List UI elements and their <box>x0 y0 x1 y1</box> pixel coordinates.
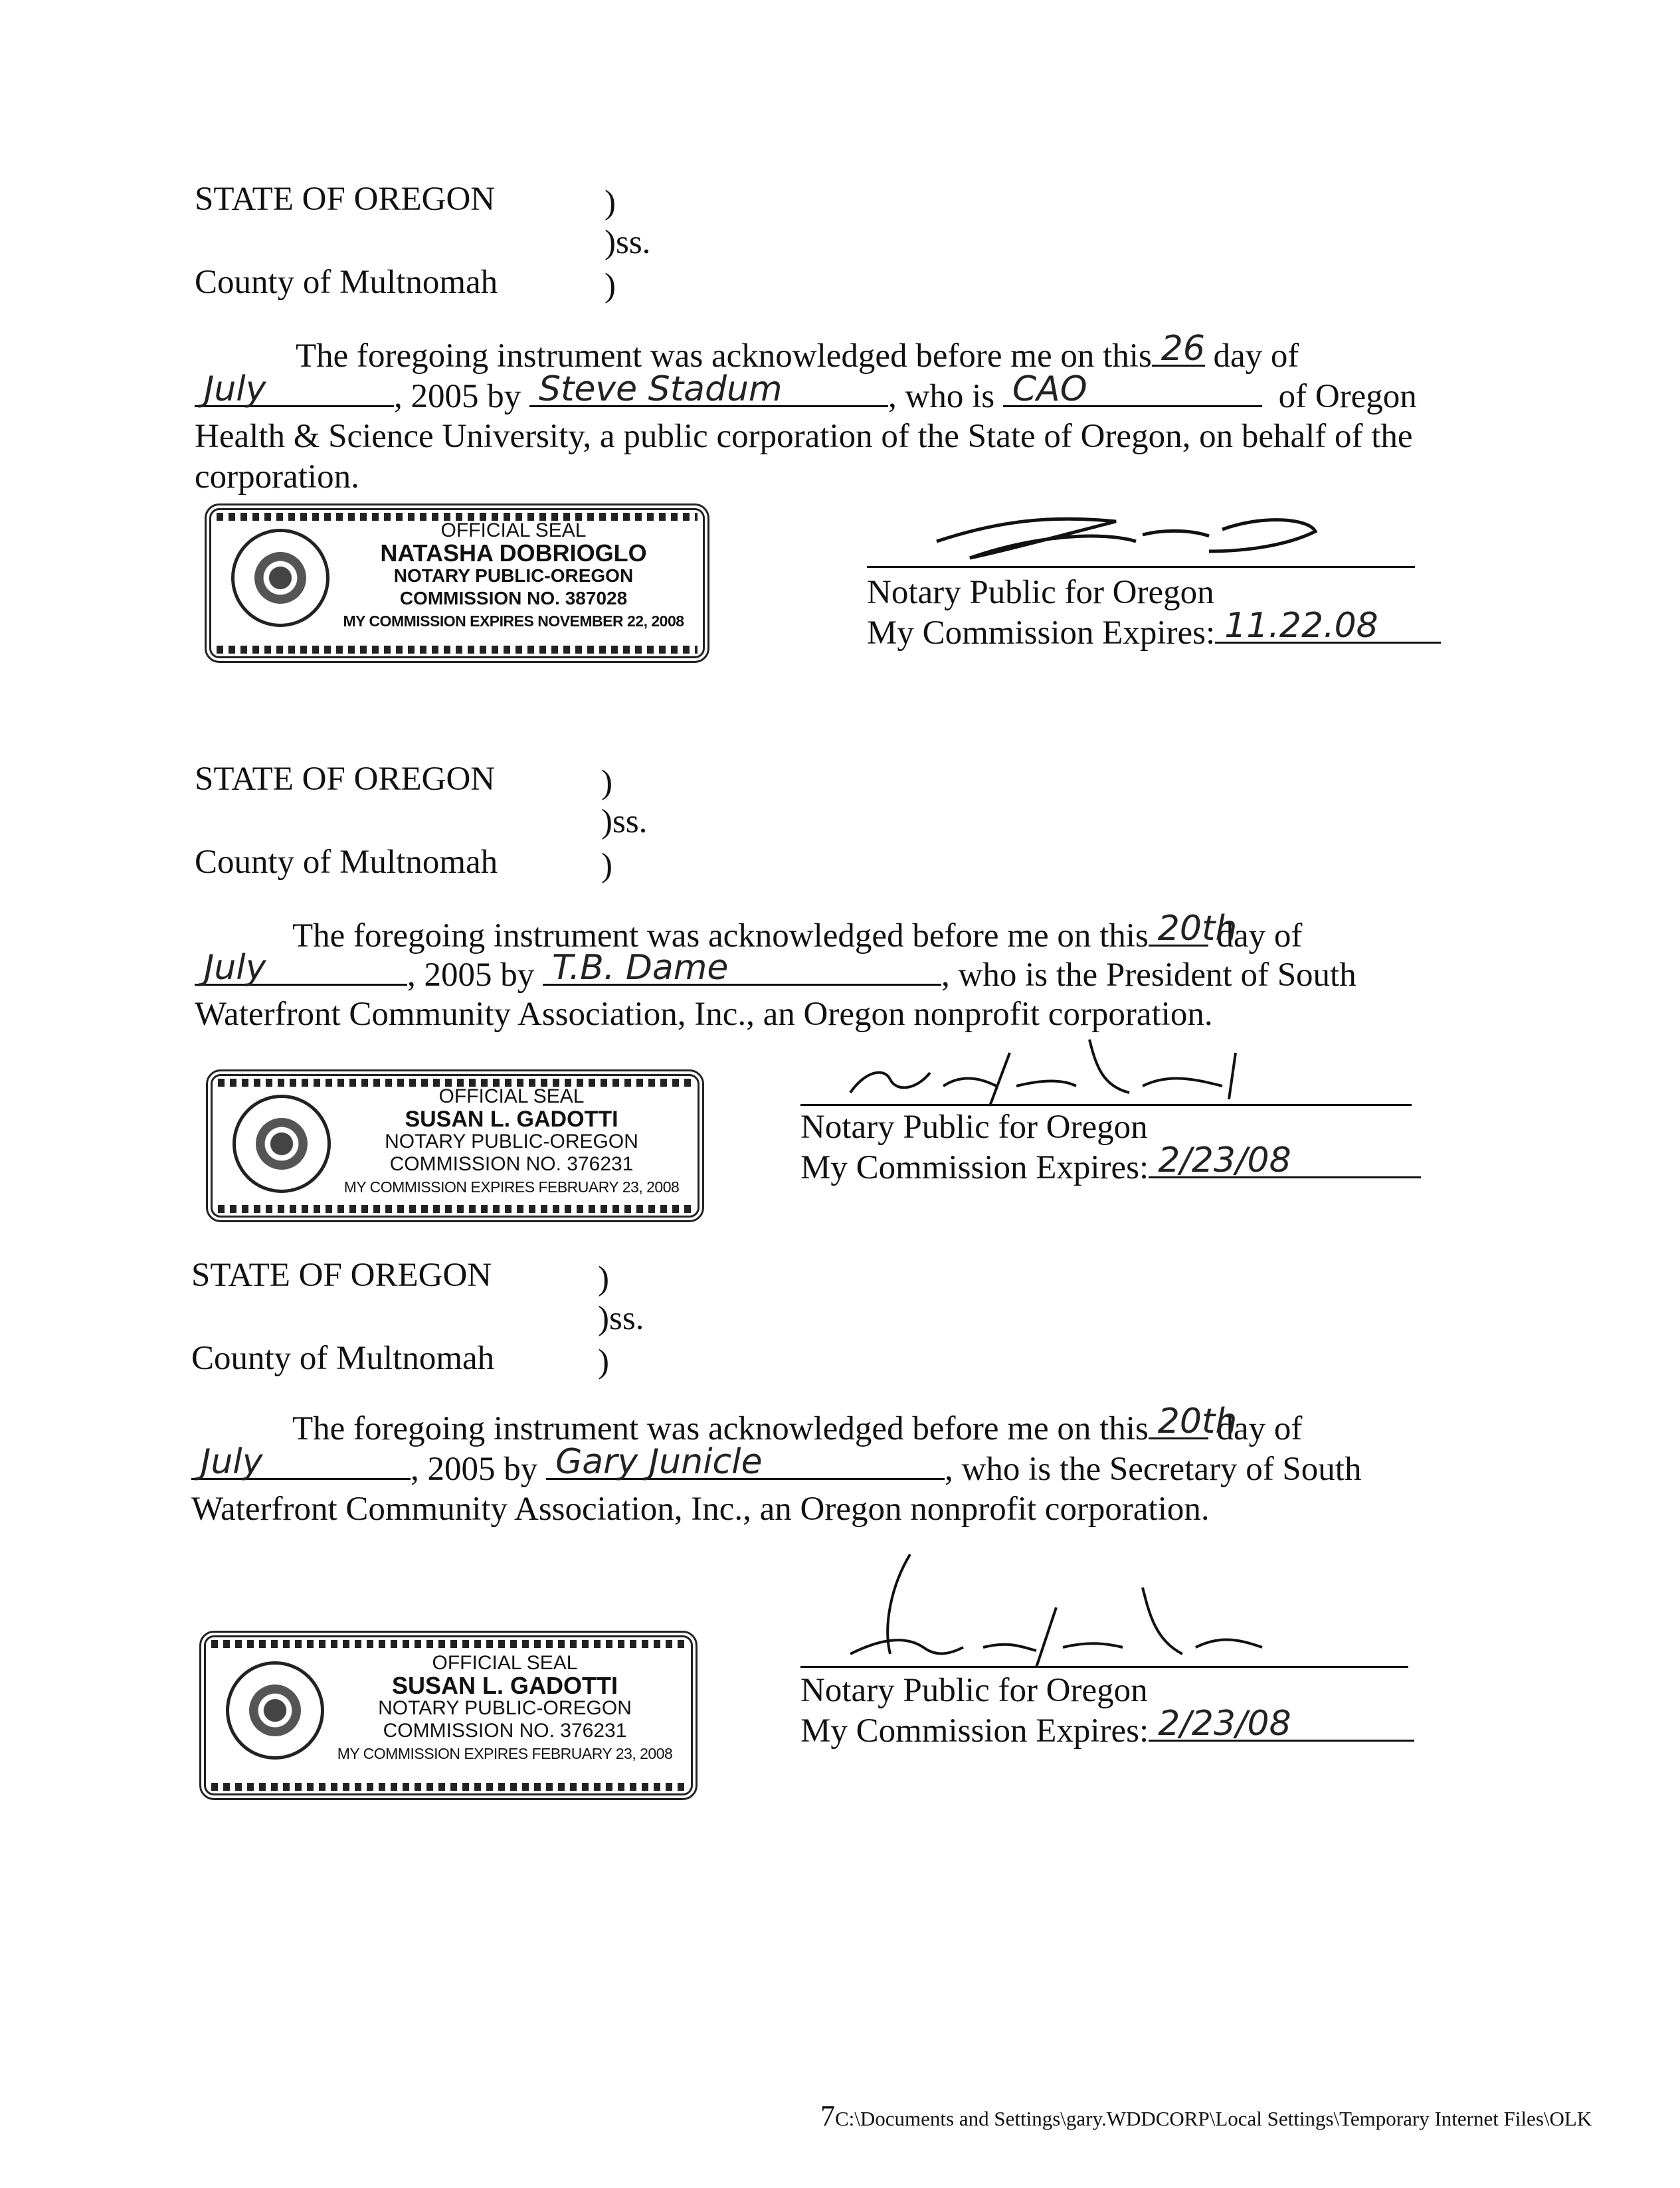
year-by-text: , 2005 by <box>407 957 535 994</box>
title-blank <box>1003 369 1262 409</box>
notary-signature <box>917 495 1329 568</box>
ack-text: The foregoing instrument was acknowledged before me on this <box>292 917 1149 955</box>
seal-line-1: OFFICIAL SEAL <box>440 519 587 541</box>
seal-rope-bottom <box>217 646 698 654</box>
who-is-text: , who is <box>888 378 995 415</box>
seal-line-5: MY COMMISSION EXPIRES NOVEMBER 22, 2008 <box>343 612 684 630</box>
day-of-text: day of <box>1216 917 1303 955</box>
ack-text: The foregoing instrument was acknowledged before me on this <box>292 1410 1149 1447</box>
expires-line <box>800 1140 1421 1188</box>
acknowledgment-line-1 <box>296 329 1299 376</box>
day-blank <box>1152 329 1205 369</box>
acknowledgment-line-1 <box>292 909 1303 956</box>
notary-signature <box>810 1548 1275 1674</box>
seal-line-4: COMMISSION NO. 376231 <box>383 1720 627 1742</box>
expires-blank <box>1215 606 1441 646</box>
expires-label: My Commission Expires: <box>800 1712 1149 1750</box>
seal-line-2: SUSAN L. GADOTTI <box>405 1107 618 1132</box>
acknowledgment-line-4: corporation. <box>195 458 359 496</box>
seal-line-2: SUSAN L. GADOTTI <box>392 1672 618 1699</box>
signature-line <box>800 1104 1412 1106</box>
day-of-text: day of <box>1216 1410 1303 1447</box>
acknowledgment-line-3: Waterfront Community Association, Inc., an Oregon nonprofit corporation. <box>191 1491 1210 1528</box>
acknowledgment-line-2 <box>191 1442 1362 1489</box>
month-handwritten: July <box>204 948 266 988</box>
notary-seal <box>205 503 709 663</box>
person-blank <box>543 948 941 988</box>
seal-line-1: OFFICIAL SEAL <box>432 1652 578 1674</box>
seal-line-3: NOTARY PUBLIC-OREGON <box>393 565 634 586</box>
seal-line-5: MY COMMISSION EXPIRES FEBRUARY 23, 2008 <box>337 1745 673 1762</box>
seal-line-5: MY COMMISSION EXPIRES FEBRUARY 23, 2008 <box>343 1178 680 1196</box>
year-by-text: , 2005 by <box>394 378 521 415</box>
page-footer <box>820 2099 1592 2133</box>
person-handwritten: Gary Junicle <box>555 1442 763 1482</box>
state-heading: STATE OF OREGON <box>195 761 496 798</box>
page-number: 7 <box>820 2100 835 2132</box>
notary-signature <box>810 1026 1275 1116</box>
ack-text: The foregoing instrument was acknowledged before me on this <box>296 337 1152 375</box>
person-handwritten: Steve Stadum <box>539 369 783 409</box>
venue-ss: )ss. <box>601 803 648 840</box>
seal-text <box>337 519 690 632</box>
seal-line-4: COMMISSION NO. 376231 <box>389 1153 634 1175</box>
notary-seal <box>199 1631 698 1800</box>
expires-blank <box>1149 1140 1421 1180</box>
county-heading: County of Multnomah <box>191 1340 495 1377</box>
venue-ss: )ss. <box>605 224 651 261</box>
acknowledgment-line-1 <box>292 1402 1303 1449</box>
seal-line-2: NATASHA DOBRIOGLO <box>380 539 647 567</box>
notary-label: Notary Public for Oregon <box>867 574 1214 611</box>
expires-line <box>867 606 1441 653</box>
state-heading: STATE OF OREGON <box>195 181 496 218</box>
venue-paren-open: ) <box>605 184 616 221</box>
who-is-text: , who is the Secretary of South <box>945 1451 1362 1488</box>
expires-label: My Commission Expires: <box>867 614 1216 652</box>
seal-line-3: NOTARY PUBLIC-OREGON <box>385 1131 638 1152</box>
expires-blank <box>1149 1704 1414 1744</box>
acknowledgment-line-3: Health & Science University, a public corporation of the State of Oregon, on behalf of the <box>195 418 1413 455</box>
day-handwritten: 20th <box>1157 909 1238 949</box>
state-seal-icon <box>233 1095 331 1193</box>
month-blank <box>195 369 394 409</box>
expires-label: My Commission Expires: <box>800 1149 1149 1186</box>
expires-line <box>800 1704 1414 1751</box>
year-by-text: , 2005 by <box>411 1451 538 1488</box>
file-path: C:\Documents and Settings\gary.WDDCORP\Local Settings\Temporary Internet Files\OLK <box>835 2107 1592 2130</box>
day-of-text: day of <box>1213 337 1299 375</box>
notary-seal <box>206 1069 704 1222</box>
month-handwritten: July <box>204 369 266 409</box>
who-is-text: , who is the President of South <box>941 957 1356 994</box>
day-blank <box>1149 909 1238 949</box>
signature-line <box>800 1666 1408 1668</box>
month-blank <box>191 1442 411 1482</box>
person-handwritten: T.B. Dame <box>552 948 729 988</box>
seal-line-3: NOTARY PUBLIC-OREGON <box>378 1697 632 1719</box>
county-heading: County of Multnomah <box>195 264 498 301</box>
person-blank <box>546 1442 945 1482</box>
acknowledgment-line-2 <box>195 369 1417 416</box>
seal-rope-top <box>211 1640 686 1648</box>
notary-label: Notary Public for Oregon <box>800 1109 1148 1146</box>
venue-paren-close: ) <box>601 847 612 884</box>
seal-text <box>332 1652 678 1765</box>
day-handwritten: 20th <box>1157 1402 1238 1441</box>
day-handwritten: 26 <box>1161 329 1205 369</box>
state-seal-icon <box>231 529 329 627</box>
venue-ss: )ss. <box>598 1300 644 1337</box>
venue-paren-close: ) <box>605 267 616 304</box>
venue-paren-open: ) <box>598 1260 609 1297</box>
seal-rope-bottom <box>218 1205 692 1213</box>
seal-rope-bottom <box>211 1783 686 1791</box>
venue-paren-close: ) <box>598 1343 609 1380</box>
state-heading: STATE OF OREGON <box>191 1257 492 1294</box>
seal-line-1: OFFICIAL SEAL <box>438 1085 585 1107</box>
signature-line <box>867 566 1415 568</box>
venue-paren-open: ) <box>601 764 612 801</box>
acknowledgment-line-2 <box>195 948 1356 995</box>
expires-handwritten: 2/23/08 <box>1158 1704 1291 1744</box>
seal-text <box>339 1085 684 1198</box>
acknowledgment-line-3: Waterfront Community Association, Inc., an Oregon nonprofit corporation. <box>195 996 1213 1033</box>
county-heading: County of Multnomah <box>195 844 498 881</box>
month-handwritten: July <box>201 1442 263 1482</box>
notary-label: Notary Public for Oregon <box>800 1672 1148 1709</box>
of-org-text: of Oregon <box>1278 378 1417 415</box>
expires-handwritten: 2/23/08 <box>1158 1140 1291 1180</box>
expires-handwritten: 11.22.08 <box>1224 606 1378 646</box>
seal-line-4: COMMISSION NO. 387028 <box>399 588 628 608</box>
month-blank <box>195 948 407 988</box>
state-seal-icon <box>226 1661 324 1760</box>
person-blank <box>529 369 888 409</box>
day-blank <box>1149 1402 1238 1441</box>
title-handwritten: CAO <box>1012 369 1087 409</box>
